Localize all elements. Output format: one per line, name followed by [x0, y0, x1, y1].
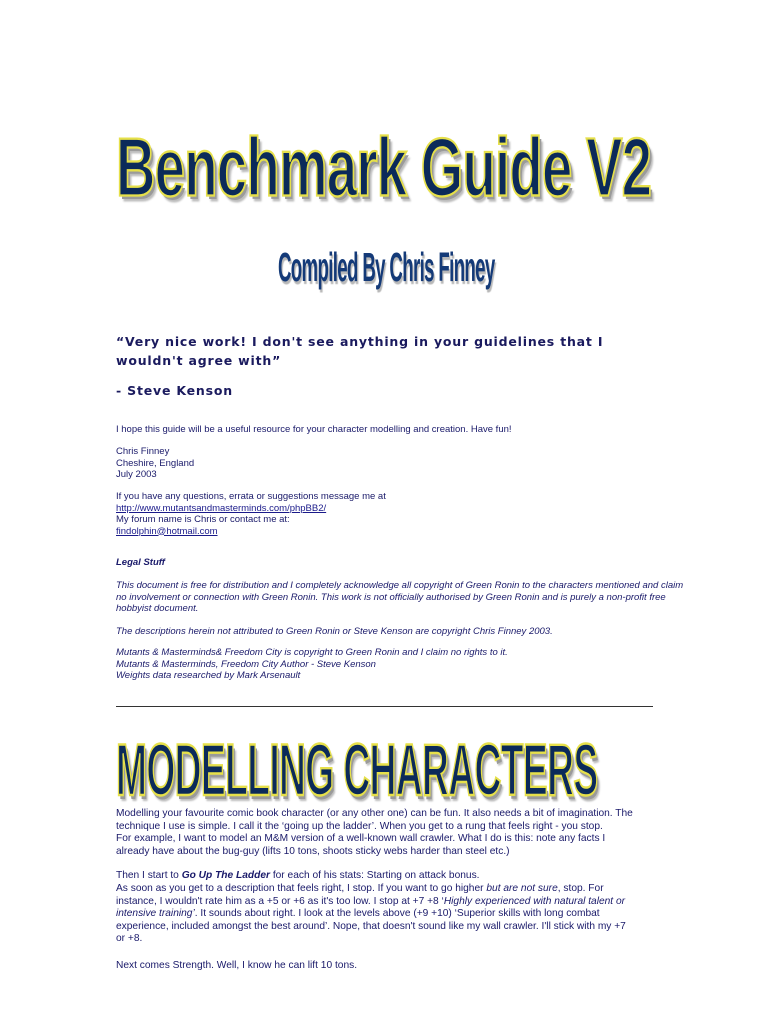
legal-heading: Legal Stuff: [116, 557, 165, 568]
document-subtitle: Compiled By Chris Finney: [278, 246, 495, 291]
forum-link[interactable]: http://www.mutantsandmasterminds.com/phpBB2/: [116, 502, 327, 514]
signature-location: Cheshire, England: [116, 457, 195, 469]
email-link[interactable]: findolphin@hotmail.com: [116, 525, 218, 537]
endorsement-quote: “Very nice work! I don't see anything in your guidelines that I wouldn't agree with”: [116, 334, 604, 368]
text-line: Modelling your favourite comic book character (or any other one) can be fun. It also needs a bit of imagination. The: [116, 808, 633, 819]
signature-block: [116, 446, 194, 481]
section-paragraph-1: [116, 808, 646, 858]
legal-line: hobbyist document.: [116, 603, 199, 614]
quote-author: - Steve Kenson: [116, 383, 233, 398]
text-line: already have about the bug-guy (lifts 10 tons, shoots sticky webs harder than steel etc.): [116, 845, 510, 857]
section-title: MODELLING CHARACTERS: [116, 729, 598, 811]
text-line: technique I use is simple. I call it the ‘going up the ladder’. When you get to a rung that feels right - you stop.: [116, 820, 603, 832]
section-paragraph-4: Next comes Strength. Well, I know he can lift 10 tons.: [116, 960, 358, 971]
text-line: instance, I wouldn't rate him as a +5 or +6 as it's too low. I stop at +7 +8 ‘Highly experienced with natural talent or: [116, 895, 626, 907]
text-line: or +8.: [116, 933, 143, 944]
section-paragraph-3: [116, 883, 646, 946]
legal-line: no involvement or connection with Green Ronin. This work is not officially authorised by Green Ronin and is purely a non-profit free: [116, 591, 666, 603]
text-line: For example, I want to model an M&M version of a well-known wall crawler. What I do is this: note any facts I: [116, 833, 606, 844]
signature-name: Chris Finney: [116, 446, 170, 457]
text-line: intensive training’. It sounds about right. I look at the levels above (+9 +10) ‘Superior skills with long combat: [116, 908, 600, 919]
legal-paragraph-3: [116, 647, 508, 682]
intro-text: I hope this guide will be a useful resource for your character modelling and creation. Have fun!: [116, 424, 512, 435]
document-title: Benchmark Guide V2: [116, 121, 652, 214]
text-line: experience, included amongst the best around’. Nope, that doesn't sound like my wall crawler. I'll stick with my +7: [116, 920, 626, 932]
ladder-emphasis: Go Up The Ladder: [181, 870, 270, 881]
section-paragraph-2: [116, 870, 646, 883]
section-divider: [116, 706, 653, 707]
contact-line-1: If you have any questions, errata or suggestions message me at: [116, 491, 386, 502]
legal-line: Mutants & Masterminds, Freedom City Author - Steve Kenson: [116, 658, 376, 670]
legal-line: Mutants & Masterminds& Freedom City is copyright to Green Ronin and I claim no rights to it.: [116, 647, 508, 658]
contact-block: [116, 491, 386, 537]
text-line: Then I start to Go Up The Ladder for each of his stats: Starting on attack bonus.: [116, 870, 480, 881]
contact-line-2: My forum name is Chris or contact me at:: [116, 514, 290, 525]
text-line: As soon as you get to a description that feels right, I stop. If you want to go higher but are not sure, stop. For: [116, 883, 604, 894]
legal-line: Weights data researched by Mark Arsenault: [116, 670, 301, 681]
legal-paragraph-1: [116, 580, 683, 615]
legal-line: This document is free for distribution and I completely acknowledge all copyright of Green Ronin to the characters mentioned and claim: [116, 580, 684, 591]
legal-paragraph-2: The descriptions herein not attributed to Green Ronin or Steve Kenson are copyright Chris Finney 2003.: [116, 626, 553, 637]
signature-date: July 2003: [116, 469, 157, 480]
